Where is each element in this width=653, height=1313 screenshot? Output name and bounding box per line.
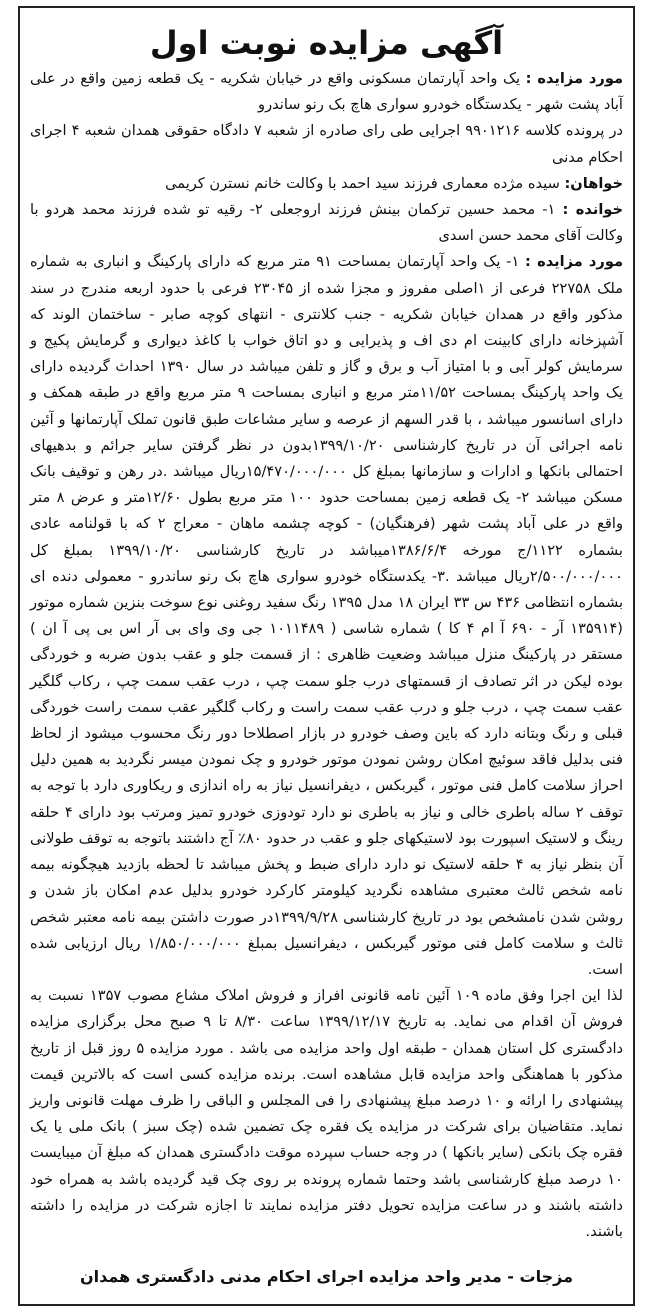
case-paragraph: در پرونده کلاسه ۹۹۰۱۲۱۶ اجرایی طی رای صادره از شعبه ۷ دادگاه حقوقی همدان شعبه ۴ اجرای احکام مدنی (30, 122, 623, 166)
terms-paragraph: لذا این اجرا وفق ماده ۱۰۹ آئین نامه قانونی افراز و فروش املاک مشاع مصوب ۱۳۵۷ نسبت به فروش آن اقدام می نماید. به تاریخ ۱۳۹۹/۱۲/۱۷ ساعت ۸/۳۰ تا ۹ صبح محل برگزاری مزایده دادگستری کل استان همدان - طبقه اول واحد مزایده می باشد . مورد مزایده ۵ روز قبل از تاریخ مذکور با هماهنگی واحد مزایده قابل مشاهده است. برنده مزایده کسی است که بالاترین قیمت پیشنهادی را ارائه و ۱۰ درصد مبلغ پیشنهادی را فی المجلس و الباقی را ظرف مهلت قانونی واریز نماید. متقاضیان برای شرکت در مزایده یک فقره چک تضمین شده (چک سبز ) بانک ملی یا یک فقره چک بانکی (سایر بانکها ) در وجه حساب سپرده موقت دادگستری همدان که مبلغ آن میبایست ۱۰ درصد مبلغ کارشناسی باشد وحتما شماره پرونده بر روی چک قید گردیده باشد به همراه خود داشته باشند و در ساعت مزایده تحویل دفتر مزایده نمایند تا اجازه شرکت در مزایده را داشته باشند. (30, 987, 624, 1240)
plaintiff-label: خواهان: (564, 174, 623, 192)
plaintiff-paragraph (30, 171, 623, 197)
defendant-label: خوانده : (562, 201, 623, 219)
details-text: ۱- یک واحد آپارتمان بمساحت ۹۱ متر مربع که دارای پارکینگ و انباری به شماره ملک ۲۲۷۵۸ فرعی از ۱اصلی مفروز و مجزا شده از ۲۳۰۴۵ فرعی با حدود اربعه مندرج در سند مذکور واقع در همدان خیابان شکریه - جنب کلانتری - انتهای کوچه صابر - ساختمان الوند که آشپزخانه دارای کابینت ام دی اف و پذیرایی و دو اتاق خواب با کاغذ دیواری و گرمایش پکیج و سرمایش کولر آبی و با امتیاز آب و برق و گاز و تلفن میباشد در سال ۱۳۹۰ احداث گردیده دارای یک واحد پارکینگ بمساحت ۱۱/۵۲متر مربع و انباری بمساحت ۹ متر مربع واقع در طبقه همکف و دارای اسانسور میباشد ، با قدر السهم از عرصه و سایر مشاعات طبق قانون تملک آپارتمانها و آئین نامه اجرائی آن در تاریخ کارشناسی ۱۳۹۹/۱۰/۲۰بدون در نظر گرفتن سایر جرائم و بدهیهای احتمالی بانکها و ادارات و سازمانها بمبلغ کل ۱۵/۴۷۰/۰۰۰/۰۰۰ریال میباشد .در رهن و توقیف بانک مسکن میباشد ۲- یک قطعه زمین بمساحت حدود ۱۰۰ متر مربع بطول ۱۲/۶۰متر و عرض ۸ متر واقع در علی آباد پشت شهر (فرهنگیان) - کوچه چشمه ماهان - معراج ۲ که با قولنامه عادی بشماره ۱۱۲۲/ج مورخه ۱۳۸۶/۶/۴میباشد در تاریخ کارشناسی ۱۳۹۹/۱۰/۲۰ بمبلغ کل ۲/۵۰۰/۰۰۰/۰۰۰ریال میباشد .۳- یکدستگاه خودرو سواری هاچ بک رنو ساندرو - معمولی دنده ای بشماره انتظامی ۴۳۶ س ۳۳ ایران ۱۸ مدل ۱۳۹۵ رنگ سفید روغنی نوع سوخت بنزین شماره موتور (۱۳۵۹۱۴ آر - ۶۹۰ آ ام ۴ کا ) شماره شاسی ( ۱۰۱۱۴۸۹ جی وی وای بی آر اس بی پی آ ان ) مستقر در پارکینگ منزل میباشد وضعیت ظاهری : از قسمت جلو و عقب بدون ضربه و خوردگی بوده لیکن در اثر تصادف از قسمتهای درب جلو سمت چپ ، درب عقب سمت چپ ، رکاب گلگیر عقب سمت چپ ، درب جلو و درب عقب سمت راست و رکاب گلگیر عقب سمت راست خوردگی قبلی و رنگ وبتانه دارد که باین وصف خودرو در بازار اصطلاحا دور رنگ محسوب میشود از لحاظ فنی بدلیل فاقد سوئیچ امکان روشن نمودن موتور خودرو و چک نمودن میسر نگردید به همین دلیل احراز سلامت کامل فنی موتور ، گیربکس ، دیفرانسیل نیاز به راه اندازی و ریکاوری دارد با توجه به توقف ۲ ساله باطری خالی و نیاز به باطری نو دارد تودوزی خودرو تمیز ومرتب بود دارای ۴ حلقه رینگ و لاستیک اسپورت بود لاستیکهای جلو و عقب در حدود ۸۰٪ آج داشتند باتوجه به توقف طولانی آن بنظر نیاز به ۴ حلقه لاستیک نو دارد دارای ضبط و پخش میباشد تا لحظه بازدید هیچگونه بیمه نامه شخص ثالث معتبری مشاهده نگردید کیلومتر کارکرد خودرو بدلیل عدم امکان باز شدن و روشن شدن نامشخص بود در تاریخ کارشناسی ۱۳۹۹/۹/۲۸در صورت داشتن بیمه نامه معتبر شخص ثالث و سلامت کامل فنی موتور گیربکس ، دیفرانسیل بمبلغ ۱/۸۵۰/۰۰۰/۰۰۰ ریال ارزیابی شده است. (30, 253, 624, 978)
plaintiff-text: سیده مژده معماری فرزند سید احمد با وکالت خانم نسترن کریمی (165, 174, 565, 192)
subject-text: یک واحد آپارتمان مسکونی واقع در خیابان شکریه - یک قطعه زمین واقع در علی آباد پشت شهر - یکدستگاه خودرو سواری هاچ بک رنو ساندرو (30, 70, 623, 114)
notice-title: آگهی مزایده نوبت اول (149, 24, 504, 62)
details-paragraph (30, 249, 623, 983)
notice-signature: مزجات - مدیر واحد مزایده اجرای احکام مدنی دادگستری همدان (80, 1267, 573, 1286)
defendant-text: ۱- محمد حسین ترکمان بینش فرزند اروجعلی ۲- رقیه تو شده فرزند محمد هردو با وکالت آقای محمد حسن اسدی (30, 201, 623, 245)
auction-notice (18, 6, 635, 1306)
defendant-paragraph (30, 197, 623, 249)
subject-label: مورد مزایده : (525, 70, 624, 87)
notice-body (20, 66, 633, 1245)
subject-paragraph (30, 66, 623, 118)
details-label: مورد مزایده : (525, 253, 623, 271)
